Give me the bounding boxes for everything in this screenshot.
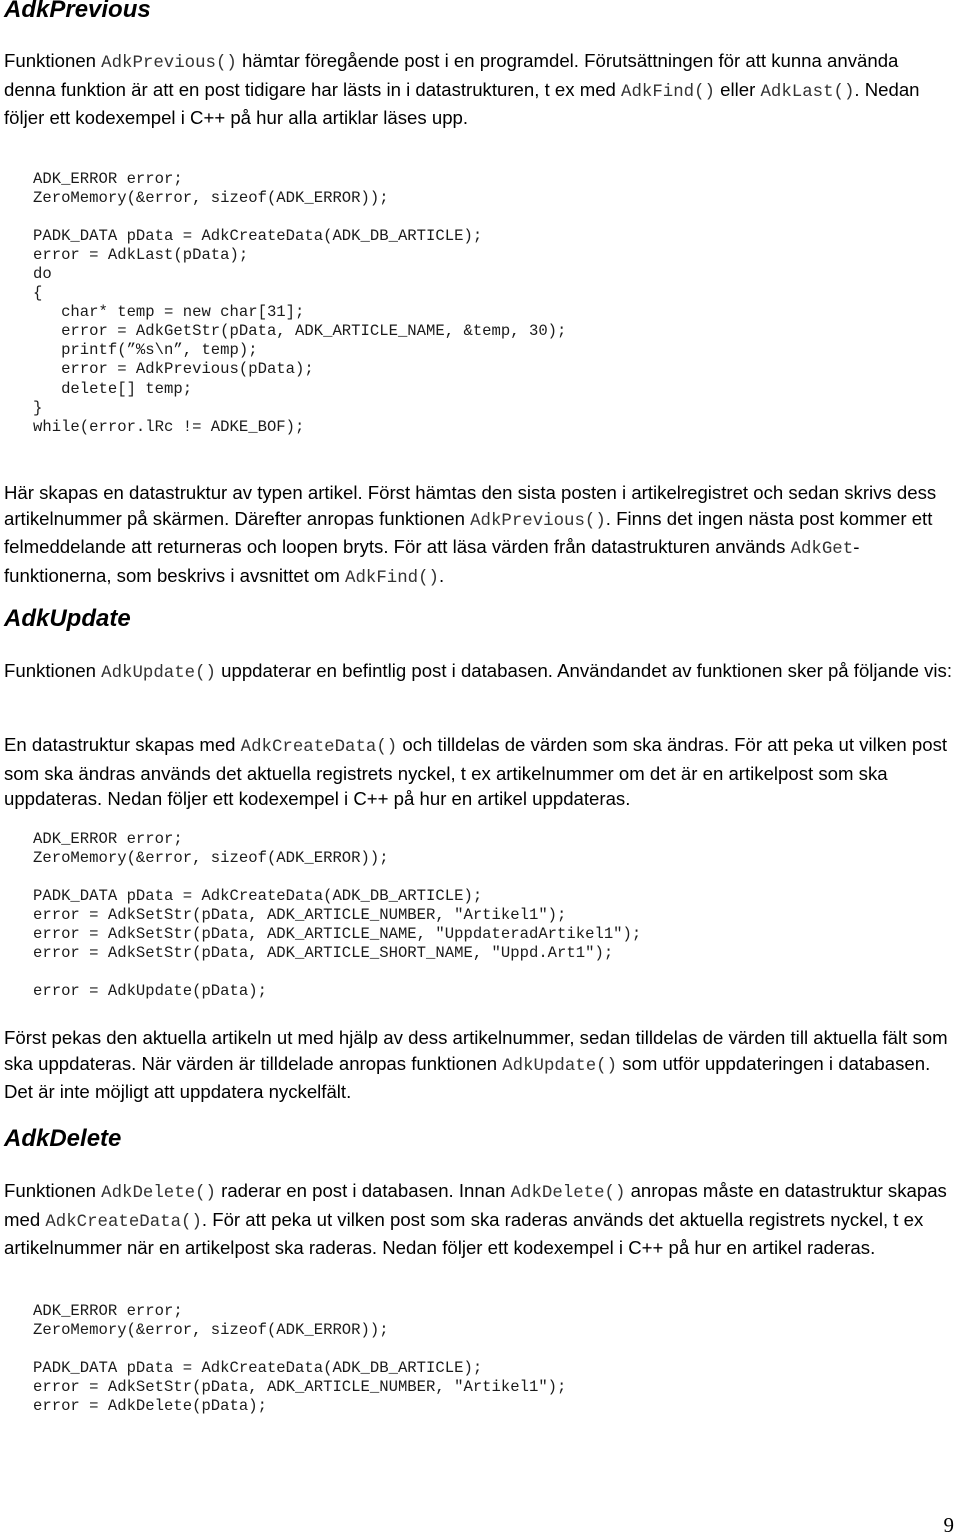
- code-block-adkprevious: ADK_ERROR error; ZeroMemory(&error, sizeof(ADK_ERROR)); PADK_DATA pData = AdkCreateData(ADK_DB_ARTICLE); error = AdkLast(pData); do { char* temp = new char[31]; error = AdkGetStr(pData, ADK_ARTICLE_NAME, &temp, 30); printf(”%s\n”, temp); error = AdkPrevious(pData); delete[] temp; } while(error.lRc != ADKE_BOF);: [33, 170, 567, 436]
- text: anropas måste en datastruktur skapas med: [4, 1180, 947, 1230]
- code-inline: AdkUpdate(): [101, 664, 216, 683]
- text: . Finns det ingen nästa post kommer ett felmeddelande att returneras och loopen bryts. För att läsa värden från datastrukturen används: [4, 507, 933, 557]
- text: Funktionen: [4, 50, 102, 71]
- code-inline: AdkPrevious(): [470, 511, 606, 531]
- text: . Nedan följer ett kodexempel i C++ på hur alla artiklar läses upp.: [4, 78, 920, 128]
- code-inline: AdkFind(): [345, 568, 439, 588]
- adkprevious-intro-paragraph: [4, 48, 954, 131]
- adkdelete-intro-paragraph: [4, 1178, 954, 1261]
- text: Funktionen: [4, 1180, 102, 1201]
- code-inline: AdkLast(): [760, 82, 855, 102]
- text: En datastruktur skapas med: [4, 734, 241, 755]
- text: . För att peka ut vilken post som ska raderas används det aktuella registrets nyckel, t ex artikelnummer när en artikelpost ska raderas. Nedan följer ett kodexempel i C++ på hur en artikel raderas.: [4, 1208, 924, 1258]
- text: som utför uppdateringen i databasen. Det är inte möjligt att uppdatera nyckelfält.: [4, 1052, 931, 1102]
- text: Först pekas den aktuella artikeln ut med hjälp av dess artikelnummer, sedan tilldelas de värden till aktuella fält som ska uppdateras. När värden är tilldelade anropas funktionen: [4, 1027, 948, 1074]
- text: eller: [714, 78, 761, 100]
- heading-adkupdate: AdkUpdate: [4, 605, 131, 632]
- text: Funktionen: [4, 660, 102, 681]
- code-inline: AdkFind(): [621, 82, 715, 102]
- adkprevious-explanation-paragraph: [4, 480, 954, 591]
- heading-adkprevious: AdkPrevious: [4, 0, 151, 23]
- text: uppdaterar en befintlig post i databasen. Användandet av funktionen sker på följande vis:: [215, 660, 952, 681]
- code-inline: AdkCreateData(): [45, 1212, 202, 1232]
- adkupdate-usage-paragraph: [4, 732, 954, 812]
- code-inline: AdkPrevious(): [101, 54, 237, 73]
- code-block-adkupdate: ADK_ERROR error; ZeroMemory(&error, sizeof(ADK_ERROR)); PADK_DATA pData = AdkCreateData(ADK_DB_ARTICLE); error = AdkSetStr(pData, ADK_ARTICLE_NUMBER, "Artikel1"); error = AdkSetStr(pData, ADK_ARTICLE_NAME, "UppdateradArtikel1"); error = AdkSetStr(pData, ADK_ARTICLE_SHORT_NAME, "Uppd.Art1"); error = AdkUpdate(pData);: [33, 830, 642, 1001]
- code-inline: AdkUpdate(): [502, 1056, 618, 1076]
- page-number: 9: [943, 1513, 954, 1537]
- heading-adkdelete: AdkDelete: [4, 1125, 122, 1152]
- text: hämtar föregående post i en programdel. Förutsättningen för att kunna använda denna funktion är att en post tidigare har lästs in i datastrukturen, t ex med: [4, 50, 899, 100]
- code-inline: AdkDelete(): [510, 1184, 626, 1203]
- adkupdate-intro-paragraph: [4, 658, 954, 687]
- text: .: [438, 564, 445, 586]
- adkupdate-explanation-paragraph: [4, 1025, 954, 1105]
- code-inline: AdkGet: [790, 540, 854, 559]
- code-inline: AdkDelete(): [101, 1184, 216, 1203]
- code-inline: AdkCreateData(): [240, 738, 398, 757]
- text: -funktionerna, som beskrivs i avsnittet om: [4, 536, 860, 586]
- text: raderar en post i databasen. Innan: [215, 1180, 511, 1201]
- text: Här skapas en datastruktur av typen artikel. Först hämtas den sista posten i artikelregistret och sedan skrivs dess artikelnummer på skärmen. Därefter anropas funktionen: [4, 482, 937, 529]
- text: och tilldelas de värden som ska ändras. För att peka ut vilken post som ska ändras används det aktuella registrets nyckel, t ex artikelnummer om det är en artikelpost som ska uppdateras. Nedan följer ett kodexempel i C++ på hur en artikel uppdateras.: [4, 734, 948, 809]
- code-block-adkdelete: ADK_ERROR error; ZeroMemory(&error, sizeof(ADK_ERROR)); PADK_DATA pData = AdkCreateData(ADK_DB_ARTICLE); error = AdkSetStr(pData, ADK_ARTICLE_NUMBER, "Artikel1"); error = AdkDelete(pData);: [33, 1302, 567, 1416]
